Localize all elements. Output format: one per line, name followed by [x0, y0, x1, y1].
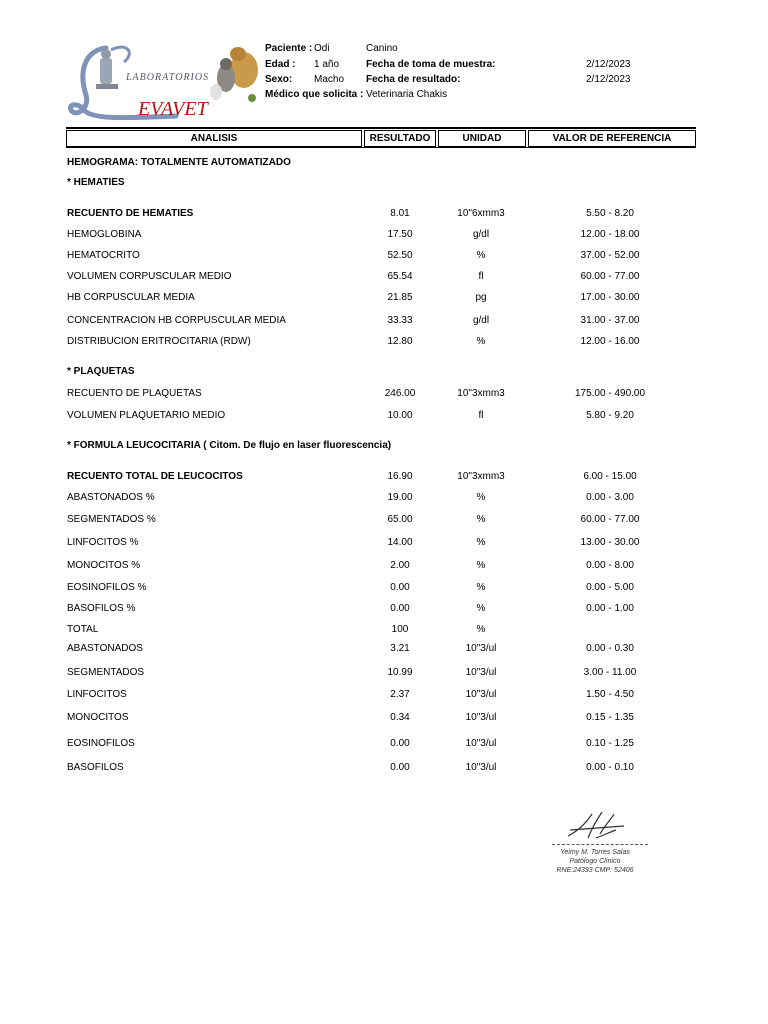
result-value-cell: 33.33	[387, 315, 413, 326]
patient-label: Paciente :	[265, 43, 313, 54]
col-header-resultado: RESULTADO	[364, 130, 436, 147]
table-row	[0, 624, 768, 638]
table-row	[0, 388, 768, 402]
col-header-analisis: ANALISIS	[66, 130, 362, 147]
reference-range-cell: 12.00 - 18.00	[580, 229, 640, 240]
result-value-cell: 0.00	[390, 762, 410, 773]
unit-cell: %	[476, 537, 486, 548]
reference-range-cell: 12.00 - 16.00	[580, 336, 640, 347]
reference-range-cell: 31.00 - 37.00	[580, 315, 640, 326]
reference-range-cell: 3.00 - 11.00	[583, 667, 637, 678]
analysis-name-cell: DISTRIBUCION ERITROCITARIA (RDW)	[67, 336, 251, 347]
result-value-cell: 246.00	[384, 388, 416, 399]
analysis-name-cell: ABASTONADOS	[67, 643, 143, 654]
reference-range-cell: 60.00 - 77.00	[580, 271, 640, 282]
unit-cell: fl	[478, 410, 484, 421]
result-value-cell: 0.00	[390, 582, 410, 593]
lab-logo	[66, 40, 266, 125]
analysis-name-cell: HEMATOCRITO	[67, 250, 140, 261]
analysis-name-cell: LINFOCITOS	[67, 689, 127, 700]
table-row	[0, 667, 768, 681]
table-row	[0, 514, 768, 528]
unit-cell: fl	[478, 271, 484, 282]
table-row	[0, 603, 768, 617]
patient-name: Odi	[314, 43, 330, 54]
analysis-name-cell: BASOFILOS	[67, 762, 124, 773]
reference-range-cell: 0.10 - 1.25	[586, 738, 634, 749]
logo-text-evavet: EVAVET	[138, 98, 208, 120]
table-row	[0, 762, 768, 776]
unit-cell: %	[476, 336, 486, 347]
unit-cell: %	[476, 250, 486, 261]
analysis-name-cell: VOLUMEN PLAQUETARIO MEDIO	[67, 410, 226, 421]
unit-cell: 10"3/ul	[465, 738, 497, 749]
col-header-unidad: UNIDAD	[438, 130, 526, 147]
table-row	[0, 410, 768, 424]
requesting-doctor-label: Médico que solicita :	[265, 89, 364, 100]
reference-range-cell: 175.00 - 490.00	[574, 388, 646, 399]
result-value-cell: 0.00	[390, 738, 410, 749]
signature-line	[552, 844, 648, 845]
analysis-name-cell: SEGMENTADOS	[67, 667, 145, 678]
reference-range-cell: 5.80 - 9.20	[586, 410, 634, 421]
section-plaquetas: * PLAQUETAS	[67, 366, 135, 377]
result-value-cell: 0.34	[390, 712, 410, 723]
analysis-name-cell: VOLUMEN CORPUSCULAR MEDIO	[67, 271, 232, 282]
unit-cell: 10"3/ul	[465, 762, 497, 773]
table-row	[0, 492, 768, 506]
sex-label: Sexo:	[265, 74, 293, 85]
section-hematies: * HEMATIES	[67, 177, 125, 188]
analysis-name-cell: SEGMENTADOS %	[67, 514, 156, 525]
col-header-referencia: VALOR DE REFERENCIA	[528, 130, 696, 147]
unit-cell: 10"3/ul	[465, 689, 497, 700]
result-value-cell: 2.37	[390, 689, 410, 700]
handwritten-signature-icon	[540, 808, 650, 846]
result-value-cell: 12.80	[387, 336, 413, 347]
table-row	[0, 292, 768, 306]
sample-date-label: Fecha de toma de muestra:	[366, 59, 496, 70]
result-value-cell: 2.00	[390, 560, 410, 571]
unit-cell: pg	[475, 292, 487, 303]
reference-range-cell: 0.00 - 3.00	[586, 492, 634, 503]
analysis-name-cell: LINFOCITOS %	[67, 537, 139, 548]
table-row	[0, 271, 768, 285]
analysis-name-cell: EOSINOFILOS	[67, 738, 135, 749]
unit-cell: %	[476, 560, 486, 571]
age-value: 1 año	[314, 59, 340, 70]
reference-range-cell: 0.00 - 0.10	[586, 762, 634, 773]
result-value-cell: 14.00	[387, 537, 413, 548]
result-value-cell: 52.50	[387, 250, 413, 261]
table-row	[0, 229, 768, 243]
reference-range-cell: 5.50 - 8.20	[586, 208, 634, 219]
reference-range-cell: 60.00 - 77.00	[580, 514, 640, 525]
analysis-name-cell: CONCENTRACION HB CORPUSCULAR MEDIA	[67, 315, 286, 326]
reference-range-cell: 37.00 - 52.00	[580, 250, 640, 261]
unit-cell: 10"3/ul	[465, 667, 497, 678]
table-row	[0, 336, 768, 350]
signer-name: Yeimy M. Torres Salas	[560, 849, 630, 856]
analysis-name-cell: ABASTONADOS %	[67, 492, 155, 503]
reference-range-cell: 0.00 - 8.00	[586, 560, 634, 571]
result-value-cell: 65.00	[387, 514, 413, 525]
patient-species: Canino	[366, 43, 398, 54]
table-row	[0, 582, 768, 596]
analysis-name-cell: RECUENTO TOTAL DE LEUCOCITOS	[67, 471, 243, 482]
table-row	[0, 560, 768, 574]
unit-cell: %	[476, 624, 486, 635]
table-row	[0, 689, 768, 703]
table-row	[0, 250, 768, 264]
reference-range-cell: 0.00 - 5.00	[586, 582, 634, 593]
table-row	[0, 712, 768, 726]
reference-range-cell: 6.00 - 15.00	[583, 471, 637, 482]
requesting-doctor-value: Veterinaria Chakis	[366, 89, 448, 100]
result-date-label: Fecha de resultado:	[366, 74, 461, 85]
reference-range-cell: 1.50 - 4.50	[586, 689, 634, 700]
reference-range-cell: 0.00 - 1.00	[586, 603, 634, 614]
table-row	[0, 738, 768, 752]
result-value-cell: 16.90	[387, 471, 413, 482]
table-row	[0, 537, 768, 551]
reference-range-cell: 13.00 - 30.00	[580, 537, 640, 548]
result-value-cell: 3.21	[390, 643, 410, 654]
unit-cell: 10"3xmm3	[457, 471, 505, 482]
signer-title: Patólogo Clínico	[569, 858, 621, 865]
result-value-cell: 0.00	[390, 603, 410, 614]
table-row	[0, 315, 768, 329]
analysis-name-cell: MONOCITOS %	[67, 560, 141, 571]
unit-cell: g/dl	[472, 229, 490, 240]
analysis-name-cell: RECUENTO DE HEMATIES	[67, 208, 194, 219]
unit-cell: 10"6xmm3	[457, 208, 505, 219]
unit-cell: %	[476, 492, 486, 503]
analysis-name-cell: TOTAL	[67, 624, 99, 635]
result-value-cell: 10.00	[387, 410, 413, 421]
reference-range-cell: 17.00 - 30.00	[580, 292, 640, 303]
section-hemograma: HEMOGRAMA: TOTALMENTE AUTOMATIZADO	[67, 157, 291, 168]
unit-cell: 10"3/ul	[465, 712, 497, 723]
sex-value: Macho	[314, 74, 345, 85]
reference-range-cell: 0.00 - 0.30	[586, 643, 634, 654]
result-value-cell: 65.54	[387, 271, 413, 282]
result-value-cell: 17.50	[387, 229, 413, 240]
reference-range-cell: 0.15 - 1.35	[586, 712, 634, 723]
result-value-cell: 19.00	[387, 492, 413, 503]
table-row	[0, 208, 768, 222]
unit-cell: %	[476, 603, 486, 614]
header-rule-bottom	[66, 147, 696, 148]
analysis-name-cell: HB CORPUSCULAR MEDIA	[67, 292, 195, 303]
age-label: Edad :	[265, 59, 296, 70]
unit-cell: %	[476, 582, 486, 593]
sample-date-value: 2/12/2023	[586, 59, 631, 70]
result-date-value: 2/12/2023	[586, 74, 631, 85]
unit-cell: g/dl	[472, 315, 490, 326]
table-row	[0, 471, 768, 485]
section-formula-leucocitaria: * FORMULA LEUCOCITARIA ( Citom. De flujo en laser fluorescencia)	[67, 440, 392, 451]
header-rule-top	[66, 127, 696, 129]
analysis-name-cell: HEMOGLOBINA	[67, 229, 142, 240]
unit-cell: %	[476, 514, 486, 525]
analysis-name-cell: BASOFILOS %	[67, 603, 136, 614]
analysis-name-cell: MONOCITOS	[67, 712, 129, 723]
table-row	[0, 643, 768, 657]
analysis-name-cell: EOSINOFILOS %	[67, 582, 147, 593]
logo-text-laboratorios: LABORATORIOS	[126, 72, 210, 83]
result-value-cell: 10.99	[387, 667, 413, 678]
analysis-name-cell: RECUENTO DE PLAQUETAS	[67, 388, 202, 399]
result-value-cell: 21.85	[387, 292, 413, 303]
result-value-cell: 100	[391, 624, 409, 635]
result-value-cell: 8.01	[390, 208, 410, 219]
unit-cell: 10"3/ul	[465, 643, 497, 654]
unit-cell: 10"3xmm3	[457, 388, 505, 399]
signer-registry: RNE:24393 CMP: 52406	[556, 867, 634, 874]
